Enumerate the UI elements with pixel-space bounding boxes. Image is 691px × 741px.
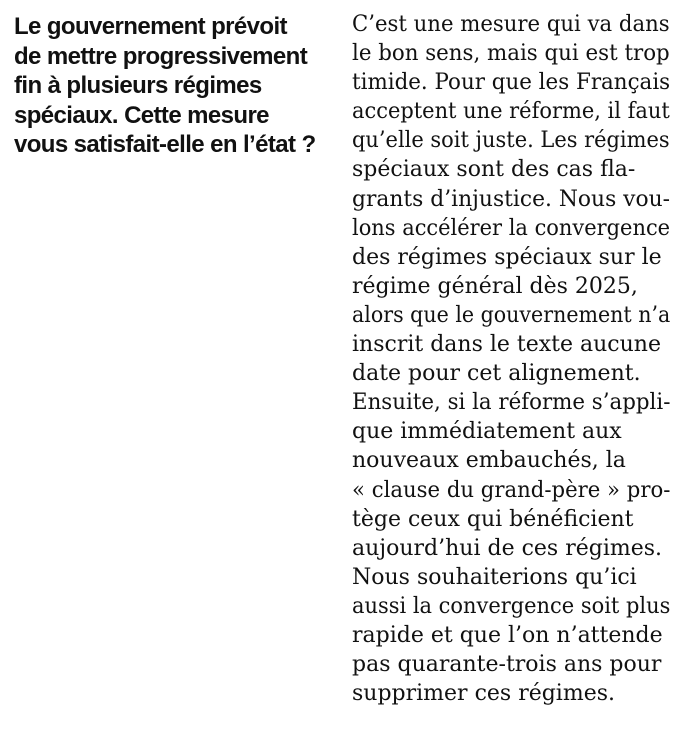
- interview-question: [14, 12, 336, 160]
- answer-line: le bon sens, mais qui est trop: [352, 41, 670, 67]
- answer-line: Ensuite, si la réforme s’appli-: [352, 390, 671, 416]
- answer-line: rapide et que l’on n’attende: [352, 622, 663, 648]
- question-line: Le gouvernement prévoit: [14, 13, 287, 40]
- answer-line: lons accélérer la convergence: [352, 215, 671, 241]
- question-line: vous satisfait-elle en l’état ?: [14, 131, 316, 158]
- answer-line: nouveaux embauchés, la: [352, 448, 626, 474]
- question-line: fin à plusieurs régimes: [14, 72, 262, 99]
- answer-line: aujourd’hui de ces régimes.: [352, 535, 663, 561]
- answer-line: aussi la convergence soit plus: [352, 593, 671, 619]
- interview-answer: [352, 10, 670, 708]
- answer-line: pas quarante-trois ans pour: [352, 652, 662, 678]
- answer-line: qu’elle soit juste. Les régimes: [352, 128, 670, 154]
- answer-line: date pour cet alignement.: [352, 361, 641, 387]
- answer-line: alors que le gouvernement n’a: [352, 302, 671, 328]
- answer-line: Nous souhaiterions qu’ici: [352, 564, 637, 590]
- question-line: de mettre progressivement: [14, 42, 308, 70]
- answer-line: inscrit dans le texte aucune: [352, 332, 661, 358]
- answer-line: spéciaux sont des cas fla-: [352, 157, 636, 183]
- answer-line: régime général dès 2025,: [352, 273, 638, 299]
- answer-line: grants d’injustice. Nous vou-: [352, 186, 671, 212]
- answer-line: que immédiatement aux: [352, 419, 622, 445]
- question-line: spéciaux. Cette mesure: [14, 101, 269, 129]
- answer-line: supprimer ces régimes.: [352, 681, 616, 707]
- answer-line: tège ceux qui bénéficient: [352, 506, 634, 532]
- answer-line: acceptent une réforme, il faut: [352, 99, 670, 125]
- answer-line: « clause du grand-père » pro-: [352, 477, 671, 503]
- answer-line: C’est une mesure qui va dans: [352, 12, 670, 37]
- answer-line: timide. Pour que les Français: [352, 70, 671, 96]
- answer-line: des régimes spéciaux sur le: [352, 244, 662, 270]
